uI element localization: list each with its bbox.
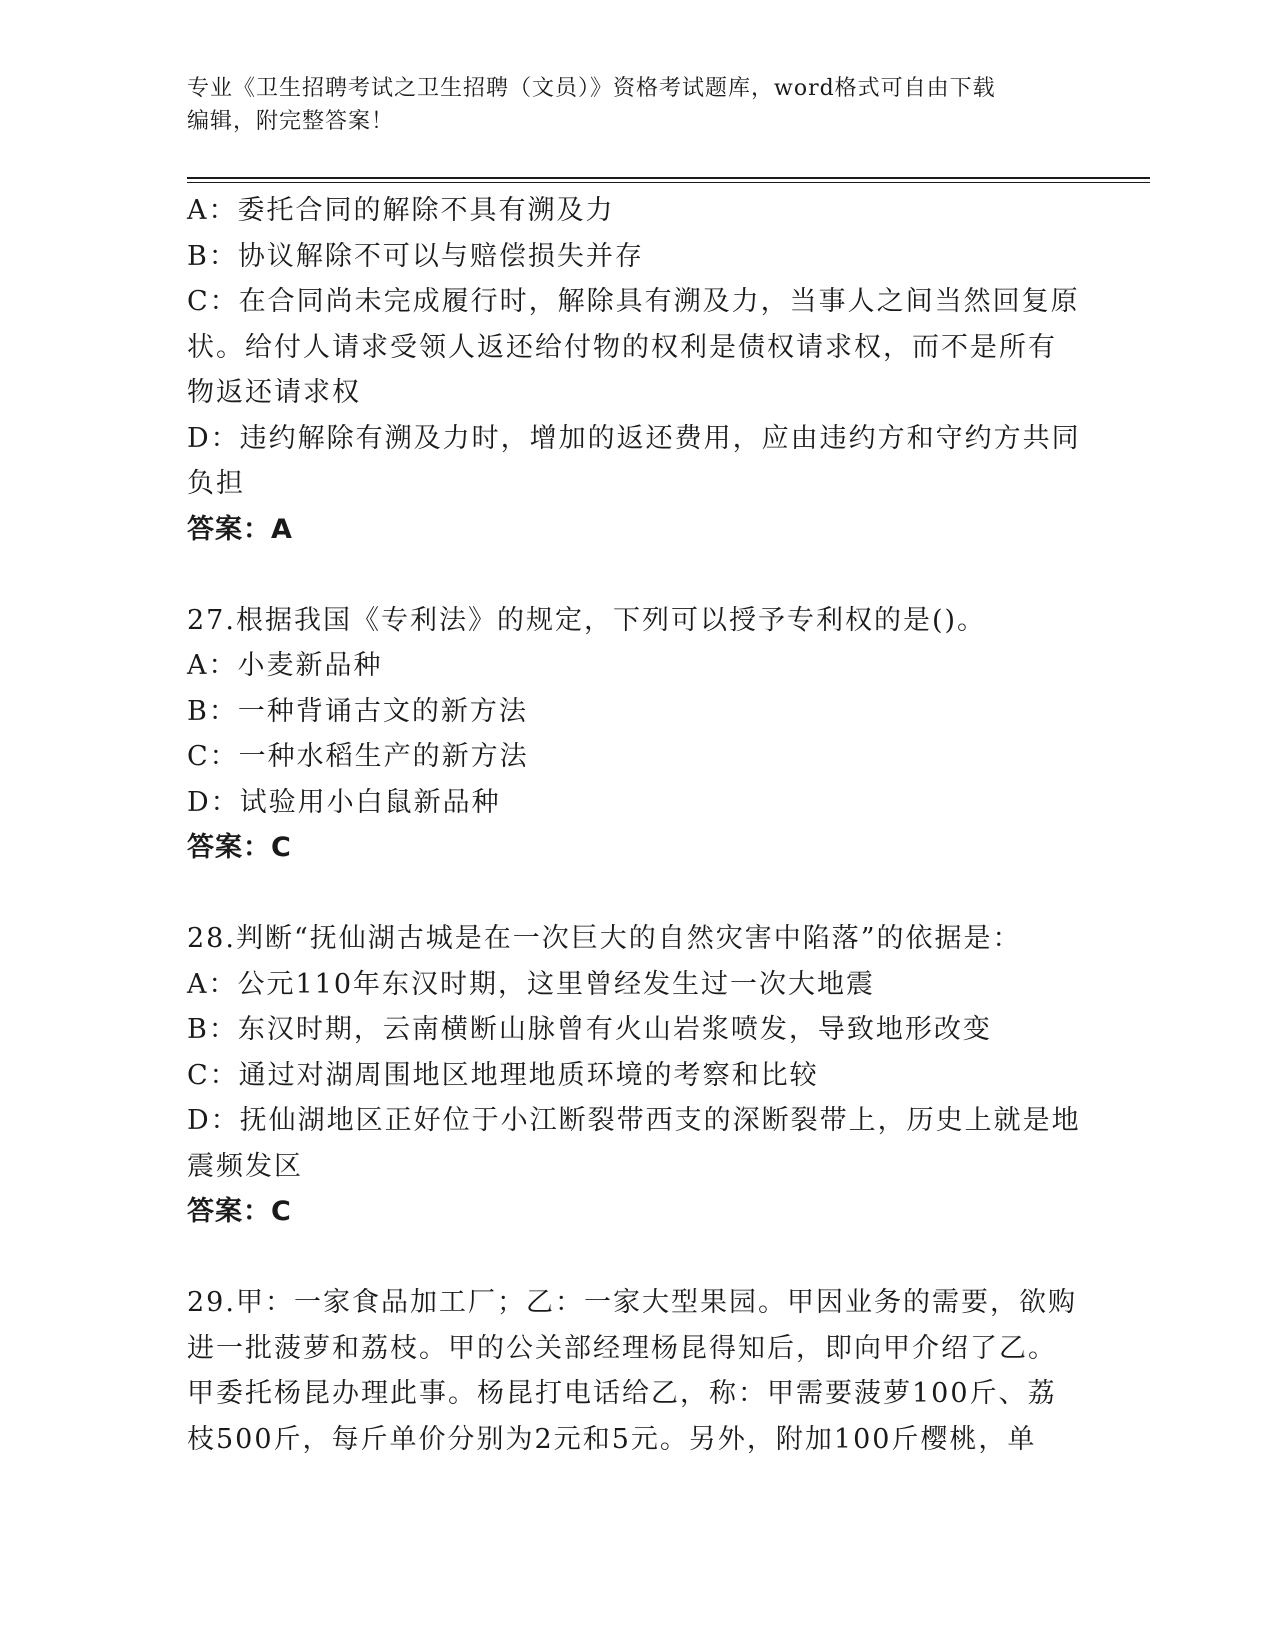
document-header — [187, 72, 1087, 138]
answer: 答案：C — [187, 1196, 292, 1227]
option-a: A：小麦新品种 — [187, 650, 383, 681]
option-d-line-1: D：抚仙湖地区正好位于小江断裂带西支的深断裂带上，历史上就是地 — [187, 1105, 1081, 1136]
question-28-block — [187, 916, 1081, 1235]
option-d-line-2: 震频发区 — [187, 1150, 303, 1182]
option-d-line-1: D：违约解除有溯及力时，增加的返还费用，应由违约方和守约方共同 — [187, 422, 1081, 454]
option-b: B：一种背诵古文的新方法 — [187, 695, 528, 727]
header-divider-thick — [187, 177, 1150, 179]
option-c-line-2: 状。给付人请求受领人返还给付物的权利是债权请求权，而不是所有 — [187, 331, 1057, 363]
question-26-block — [187, 188, 1081, 552]
question-29-block — [187, 1280, 1077, 1462]
answer: 答案：A — [187, 513, 293, 545]
question-text-line-1: 29.甲：一家食品加工厂；乙：一家大型果园。甲因业务的需要，欲购 — [187, 1287, 1077, 1318]
option-c-line-3: 物返还请求权 — [187, 377, 361, 408]
option-c-line-1: C：在合同尚未完成履行时，解除具有溯及力，当事人之间当然回复原 — [187, 286, 1080, 317]
option-a: A：委托合同的解除不具有溯及力 — [187, 195, 615, 226]
answer: 答案：C — [187, 832, 292, 863]
question-text-line-3: 甲委托杨昆办理此事。杨昆打电话给乙，称：甲需要菠萝100斤、荔 — [187, 1378, 1057, 1409]
question-27-block — [187, 598, 1077, 871]
option-d-line-2: 负担 — [187, 468, 245, 499]
header-line-2: 编辑，附完整答案！ — [187, 109, 395, 134]
option-a: A：公元110年东汉时期，这里曾经发生过一次大地震 — [187, 968, 876, 1000]
option-c: C：通过对湖周围地区地理地质环境的考察和比较 — [187, 1059, 819, 1091]
spacer — [187, 552, 1077, 598]
header-divider-thin — [187, 182, 1150, 183]
option-b: B：协议解除不可以与赔偿损失并存 — [187, 240, 644, 272]
header-line-1: 专业《卫生招聘考试之卫生招聘（文员）》资格考试题库，word格式可自由下载 — [187, 76, 996, 101]
question-text: 28.判断“抚仙湖古城是在一次巨大的自然灾害中陷落”的依据是： — [187, 923, 1022, 954]
question-text-line-2: 进一批菠萝和荔枝。甲的公关部经理杨昆得知后，即向甲介绍了乙。 — [187, 1332, 1057, 1364]
spacer — [187, 871, 1077, 917]
option-b: B：东汉时期，云南横断山脉曾有火山岩浆喷发，导致地形改变 — [187, 1014, 992, 1045]
spacer — [187, 1235, 1077, 1281]
option-c: C：一种水稻生产的新方法 — [187, 741, 529, 772]
question-text-line-4: 枝500斤，每斤单价分别为2元和5元。另外，附加100斤樱桃，单 — [187, 1423, 1037, 1455]
document-body — [187, 188, 1081, 1462]
option-d: D：试验用小白鼠新品种 — [187, 786, 501, 818]
question-text: 27.根据我国《专利法》的规定，下列可以授予专利权的是()。 — [187, 604, 987, 636]
